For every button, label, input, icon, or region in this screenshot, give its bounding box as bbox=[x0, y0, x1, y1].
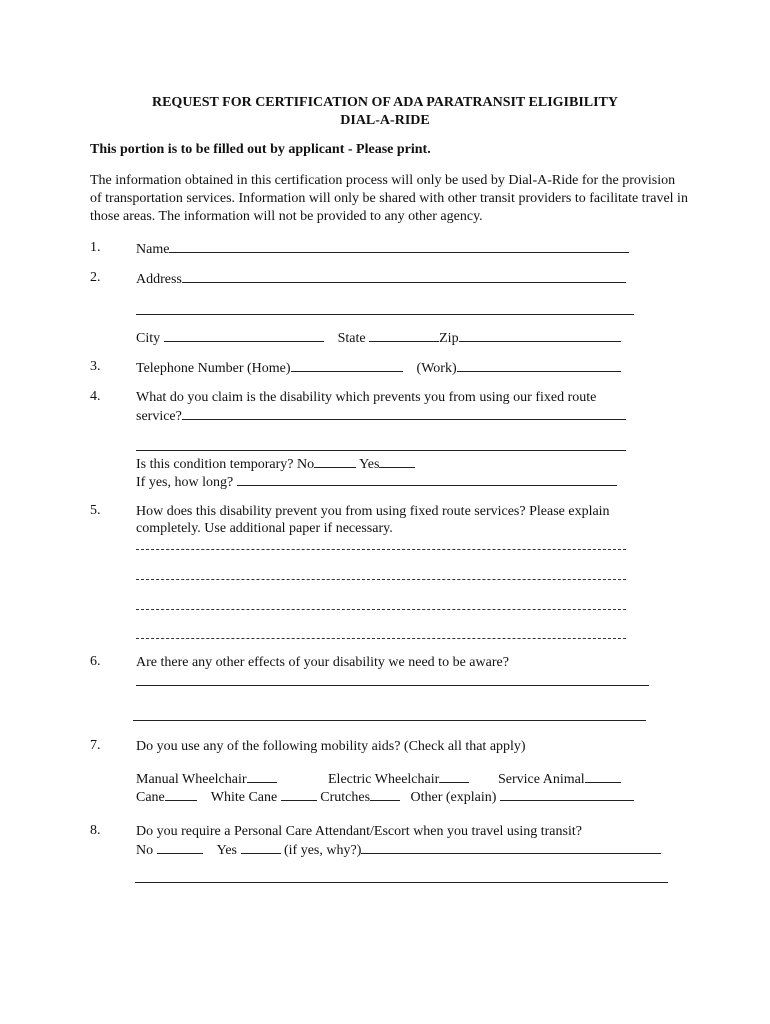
work-phone-label: (Work) bbox=[416, 361, 457, 376]
state-field[interactable] bbox=[369, 329, 439, 342]
q5-line2: completely. Use additional paper if necessary. bbox=[136, 521, 393, 536]
attendant-yes-label: Yes bbox=[216, 843, 237, 858]
mobility-row-1b bbox=[328, 770, 469, 789]
other-aid-field[interactable] bbox=[500, 788, 634, 801]
state-label: State bbox=[337, 331, 366, 346]
mobility-row-1c bbox=[498, 770, 621, 789]
electric-wheelchair-field[interactable] bbox=[439, 770, 469, 783]
attendant-no-label: No bbox=[136, 843, 154, 858]
q7-text: Do you use any of the following mobility aids? (Check all that apply) bbox=[136, 739, 526, 754]
q3-number: 3. bbox=[90, 359, 101, 374]
mobility-row-1 bbox=[136, 770, 277, 789]
city-label: City bbox=[136, 331, 161, 346]
q2-row bbox=[136, 270, 626, 289]
temporary-label: Is this condition temporary? No bbox=[136, 457, 315, 472]
other-aid-label: Other (explain) bbox=[410, 790, 497, 805]
white-cane-field[interactable] bbox=[281, 788, 317, 801]
cane-label: Cane bbox=[136, 790, 165, 805]
name-field[interactable] bbox=[169, 240, 629, 253]
q5-line1: How does this disability prevent you from using fixed route services? Please explain bbox=[136, 504, 610, 519]
disability-line-2[interactable] bbox=[136, 450, 626, 451]
address-line-2[interactable] bbox=[136, 314, 634, 315]
temporary-yes-label: Yes bbox=[359, 457, 380, 472]
service-animal-label: Service Animal bbox=[498, 772, 585, 787]
q6-text: Are there any other effects of your disability we need to be aware? bbox=[136, 655, 509, 670]
city-field[interactable] bbox=[164, 329, 324, 342]
q4-number: 4. bbox=[90, 389, 101, 404]
cane-field[interactable] bbox=[165, 788, 197, 801]
instruction-text: This portion is to be filled out by applicant - Please print. bbox=[90, 142, 431, 157]
q8-text: Do you require a Personal Care Attendant/Escort when you travel using transit? bbox=[136, 824, 582, 839]
q4-line1: What do you claim is the disability which prevents you from using our fixed route bbox=[136, 390, 597, 405]
q2-number: 2. bbox=[90, 270, 101, 285]
attendant-yes-field[interactable] bbox=[241, 841, 281, 854]
q6-number: 6. bbox=[90, 654, 101, 669]
intro-paragraph: The information obtained in this certification process will only be used by Dial-A-Ride for the provision of transportation services. Information will only be shared with other transit providers to facilitate travel in those areas. The information will not be provided to any other agency. bbox=[90, 173, 688, 224]
address-label: Address bbox=[136, 272, 182, 287]
electric-wheelchair-label: Electric Wheelchair bbox=[328, 772, 440, 787]
attendant-why-label: (if yes, why?) bbox=[284, 843, 362, 858]
temporary-no-field[interactable] bbox=[314, 455, 356, 468]
home-phone-field[interactable] bbox=[291, 359, 403, 372]
q7-number: 7. bbox=[90, 738, 101, 753]
home-phone-label: Telephone Number (Home) bbox=[136, 361, 291, 376]
zip-field[interactable] bbox=[459, 329, 621, 342]
q3-row bbox=[136, 359, 621, 378]
explain-line-1[interactable] bbox=[136, 549, 626, 550]
q1-row bbox=[136, 240, 629, 259]
q4-line2-row bbox=[136, 407, 626, 426]
other-effects-line-2[interactable] bbox=[133, 720, 646, 721]
temporary-yes-field[interactable] bbox=[379, 455, 415, 468]
attendant-row bbox=[136, 841, 661, 860]
crutches-field[interactable] bbox=[370, 788, 400, 801]
explain-line-2[interactable] bbox=[136, 579, 626, 580]
attendant-why-field[interactable] bbox=[361, 841, 661, 854]
manual-wheelchair-label: Manual Wheelchair bbox=[136, 772, 247, 787]
name-label: Name bbox=[136, 242, 170, 257]
crutches-label: Crutches bbox=[320, 790, 371, 805]
city-state-zip-row bbox=[136, 329, 621, 348]
q1-number: 1. bbox=[90, 240, 101, 255]
q8-number: 8. bbox=[90, 823, 101, 838]
mobility-row-2 bbox=[136, 788, 634, 807]
white-cane-label: White Cane bbox=[210, 790, 278, 805]
explain-line-3[interactable] bbox=[136, 609, 626, 610]
service-label: service? bbox=[136, 409, 182, 424]
form-title: REQUEST FOR CERTIFICATION OF ADA PARATRANSIT ELIGIBILITY bbox=[151, 95, 618, 110]
how-long-row bbox=[136, 473, 617, 492]
disability-field[interactable] bbox=[182, 407, 626, 420]
address-field[interactable] bbox=[182, 270, 626, 283]
explain-line-4[interactable] bbox=[136, 638, 626, 639]
zip-label: Zip bbox=[439, 331, 459, 346]
service-animal-field[interactable] bbox=[585, 770, 621, 783]
how-long-field[interactable] bbox=[237, 473, 617, 486]
other-effects-line-1[interactable] bbox=[136, 685, 649, 686]
attendant-why-line-2[interactable] bbox=[135, 882, 668, 883]
manual-wheelchair-field[interactable] bbox=[247, 770, 277, 783]
work-phone-field[interactable] bbox=[457, 359, 621, 372]
form-subtitle: DIAL-A-RIDE bbox=[340, 113, 430, 128]
how-long-label: If yes, how long? bbox=[136, 475, 234, 490]
q5-number: 5. bbox=[90, 503, 101, 518]
temporary-row bbox=[136, 455, 415, 474]
attendant-no-field[interactable] bbox=[157, 841, 203, 854]
